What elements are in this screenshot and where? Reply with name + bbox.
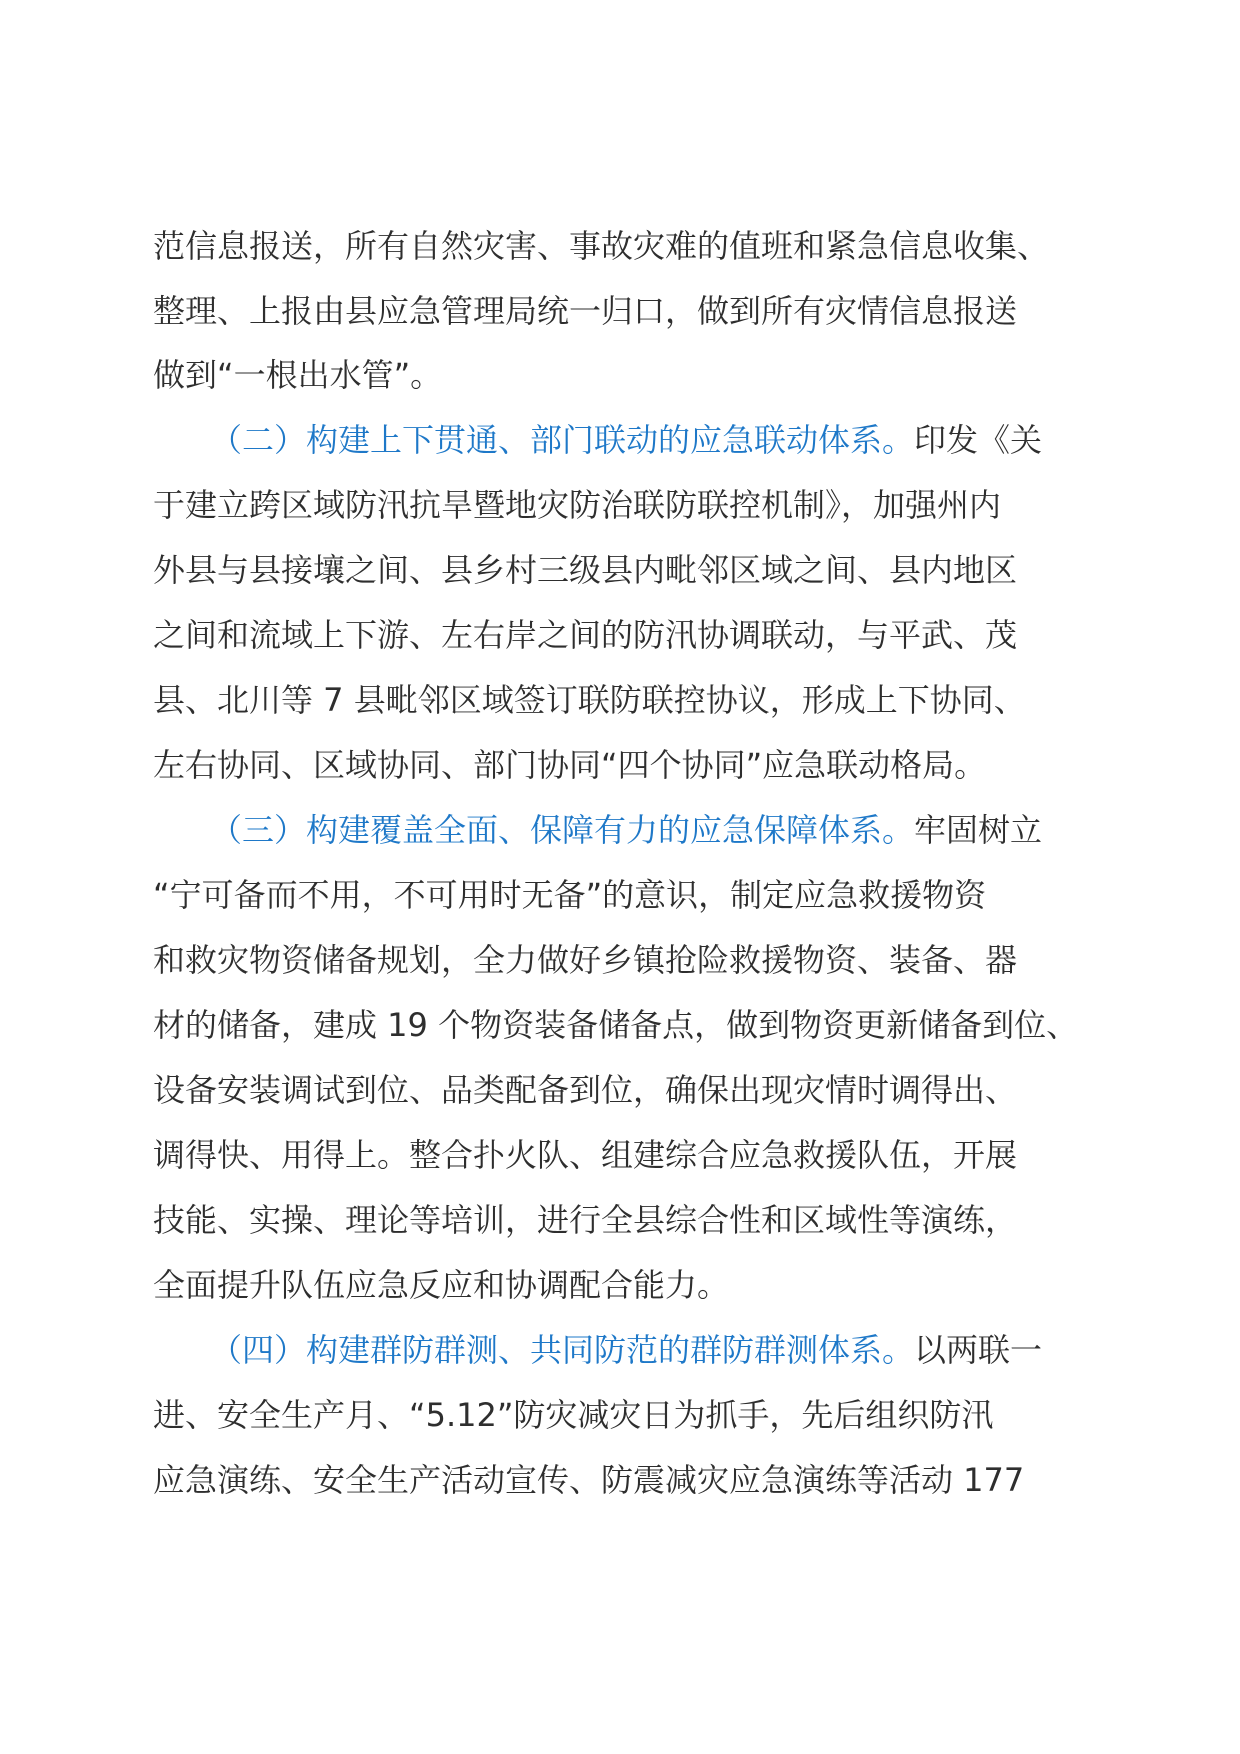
paragraph-line bbox=[153, 550, 1017, 590]
section-heading-line bbox=[210, 810, 1042, 850]
paragraph-line bbox=[153, 355, 442, 395]
line-text: 印发《关 bbox=[914, 421, 1043, 459]
line-text: 技能、实操、理论等培训，进行全县综合性和区域性等演练， bbox=[153, 1201, 1018, 1239]
line-text: 之间和流域上下游、左右岸之间的防汛协调联动，与平武、茂 bbox=[153, 616, 1018, 654]
line-text: 范信息报送，所有自然灾害、事故灾难的值班和紧急信息收集、 bbox=[153, 227, 1050, 265]
line-text: 县、北川等 7 县毗邻区域签订联防联控协议，形成上下协同、 bbox=[153, 681, 1026, 719]
paragraph-line bbox=[153, 940, 1017, 980]
paragraph-line bbox=[153, 1395, 993, 1435]
line-text: 左右协同、区域协同、部门协同“四个协同”应急联动格局。 bbox=[153, 746, 987, 784]
paragraph-line bbox=[153, 226, 1049, 266]
line-text: 和救灾物资储备规划，全力做好乡镇抢险救援物资、装备、器 bbox=[153, 941, 1018, 979]
paragraph-line bbox=[153, 1070, 1017, 1110]
line-text: 设备安装调试到位、品类配备到位，确保出现灾情时调得出、 bbox=[153, 1071, 1018, 1109]
paragraph-line bbox=[153, 485, 1001, 525]
section-heading-line bbox=[210, 420, 1042, 460]
paragraph-line bbox=[153, 1460, 1024, 1500]
section-heading: （二）构建上下贯通、部门联动的应急联动体系。 bbox=[210, 421, 915, 459]
line-text: 进、安全生产月、“5.12”防灾减灾日为抓手，先后组织防汛 bbox=[153, 1396, 994, 1434]
line-text: 应急演练、安全生产活动宣传、防震减灾应急演练等活动 177 bbox=[153, 1461, 1025, 1499]
line-text: 牢固树立 bbox=[914, 811, 1043, 849]
line-text: 全面提升队伍应急反应和协调配合能力。 bbox=[153, 1266, 730, 1304]
section-heading: （四）构建群防群测、共同防范的群防群测体系。 bbox=[210, 1331, 915, 1369]
paragraph-line bbox=[153, 680, 1026, 720]
line-text: 调得快、用得上。整合扑火队、组建综合应急救援队伍，开展 bbox=[153, 1136, 1018, 1174]
section-heading-line bbox=[210, 1330, 1042, 1370]
paragraph-line bbox=[153, 875, 986, 915]
paragraph-line bbox=[153, 1135, 1017, 1175]
section-heading: （三）构建覆盖全面、保障有力的应急保障体系。 bbox=[210, 811, 915, 849]
paragraph-line bbox=[153, 291, 1017, 331]
line-text: 做到“一根出水管”。 bbox=[153, 356, 443, 394]
line-text: “宁可备而不用，不可用时无备”的意识，制定应急救援物资 bbox=[153, 876, 987, 914]
paragraph-line bbox=[153, 745, 986, 785]
line-text: 以两联一 bbox=[914, 1331, 1043, 1369]
line-text: 材的储备，建成 19 个物资装备储备点，做到物资更新储备到位、 bbox=[153, 1006, 1079, 1044]
line-text: 外县与县接壤之间、县乡村三级县内毗邻区域之间、县内地区 bbox=[153, 551, 1018, 589]
paragraph-line bbox=[153, 615, 1017, 655]
paragraph-line bbox=[153, 1005, 1078, 1045]
line-text: 整理、上报由县应急管理局统一归口，做到所有灾情信息报送 bbox=[153, 292, 1018, 330]
line-text: 于建立跨区域防汛抗旱暨地灾防治联防联控机制》，加强州内 bbox=[153, 486, 1002, 524]
paragraph-line bbox=[153, 1265, 729, 1305]
paragraph-line bbox=[153, 1200, 1017, 1240]
